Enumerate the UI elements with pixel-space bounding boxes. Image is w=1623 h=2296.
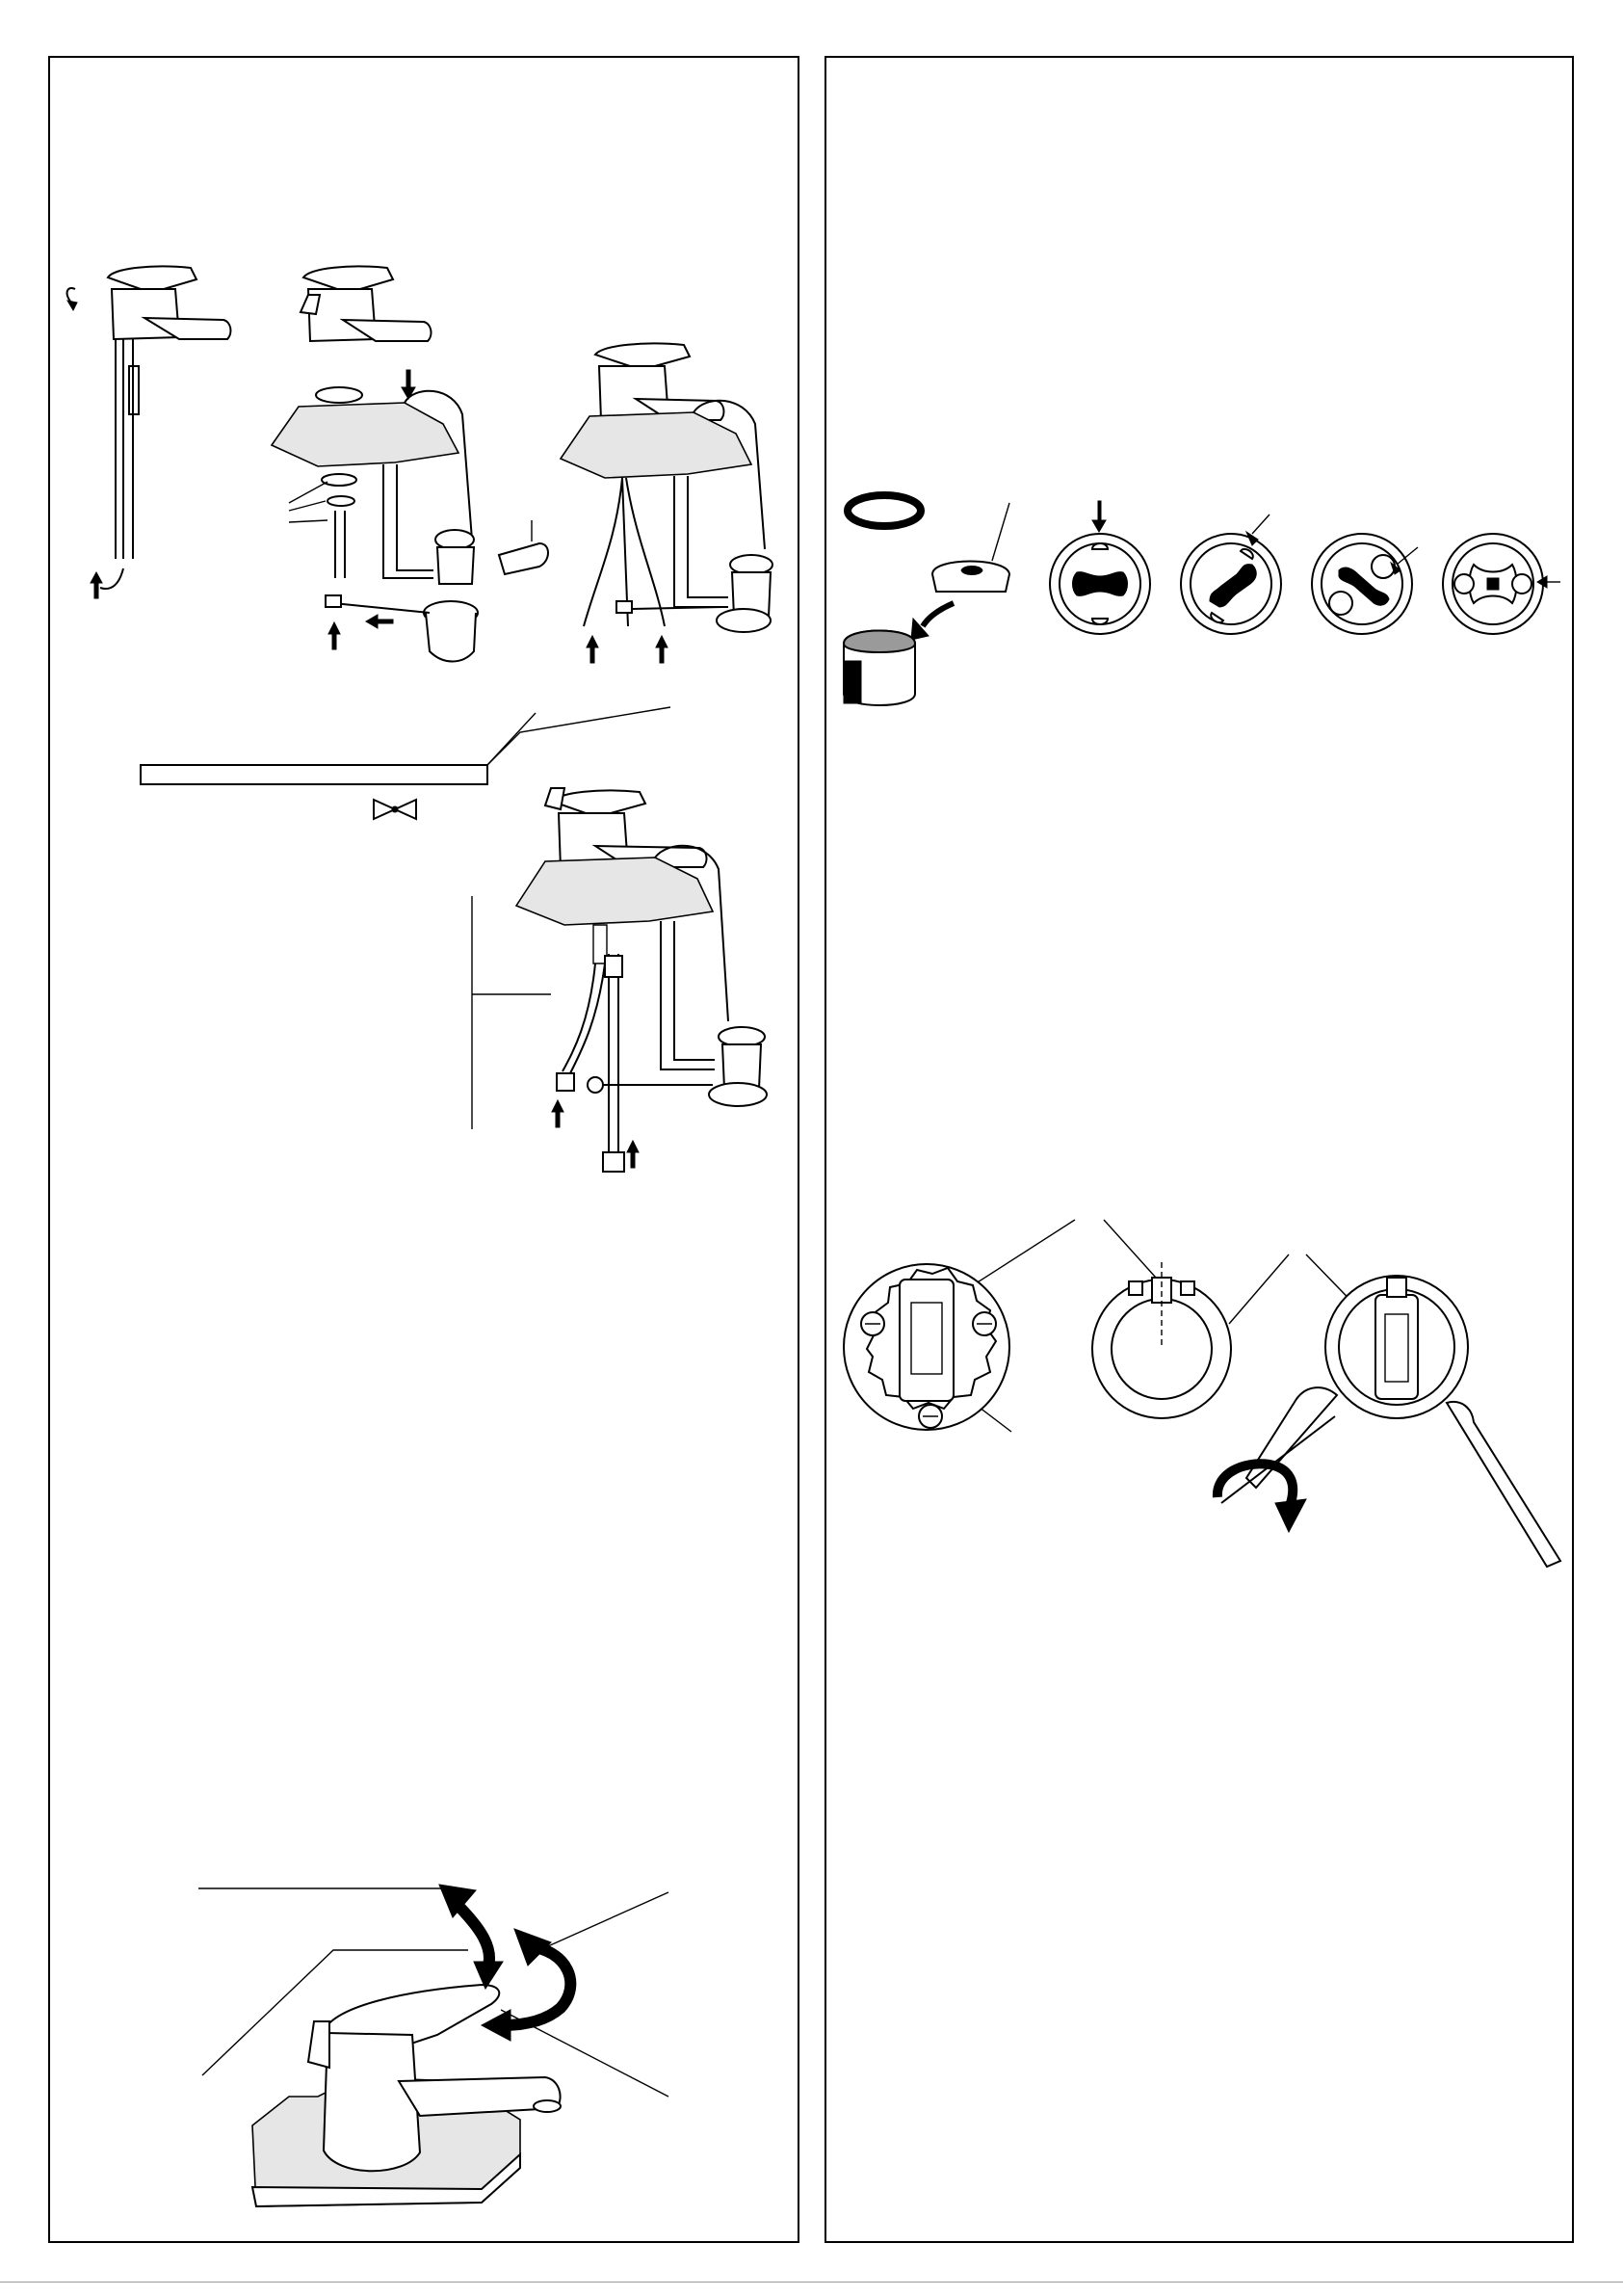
left-arrow-icon (366, 615, 393, 628)
faucet-install-step2-figure (272, 266, 548, 661)
o-ring-seal-icon (848, 495, 921, 526)
ceramic-cartridge-icon (1312, 534, 1418, 634)
faucet-hose-connection-figure (472, 788, 767, 1172)
ceramic-cartridge-icon (1443, 534, 1560, 634)
faucet-install-step1-figure (67, 266, 231, 598)
retaining-ring-figure (1092, 1220, 1289, 1418)
up-arrow-icon (91, 568, 123, 598)
faucet-operation-figure (198, 1885, 668, 2206)
cartridge-cap-figure (844, 1220, 1075, 1432)
ceramic-cartridge-icon (1181, 515, 1281, 634)
wrench-removal-figure (1217, 1254, 1560, 1567)
up-arrow-icon (656, 636, 668, 663)
up-arrow-icon (552, 1100, 563, 1127)
up-arrow-icon (587, 636, 598, 663)
lever-tilt-arrow-icon (439, 1885, 503, 1989)
ceramic-cartridge-icon (1050, 501, 1150, 634)
up-arrow-icon (627, 1141, 639, 1168)
up-arrow-icon (328, 622, 340, 649)
faucet-install-step3-figure (561, 343, 772, 663)
lift-rod-arrow-icon (67, 288, 77, 310)
lever-rotate-arrow-icon (482, 1929, 570, 2041)
aerator-icon (844, 503, 1009, 705)
page-bottom-rule (0, 2282, 1623, 2283)
shutoff-valve-icon (374, 800, 416, 819)
mounting-plate-figure (141, 707, 670, 784)
